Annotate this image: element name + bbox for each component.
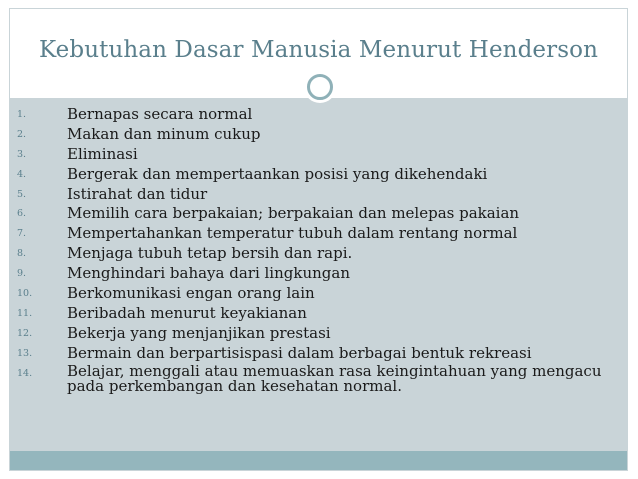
- slide: [9, 8, 628, 471]
- needs-list: [10, 105, 627, 395]
- list-number: 2.: [17, 128, 27, 140]
- ring-icon: [307, 74, 333, 100]
- list-text: Beribadah menurut keyakianan: [67, 303, 307, 322]
- list-text: Berkomunikasi engan orang lain: [67, 284, 315, 303]
- list-item: [10, 185, 627, 205]
- list-item: [10, 105, 627, 125]
- footer-band: [10, 451, 627, 470]
- list-text: Menghindari bahaya dari lingkungan: [67, 264, 350, 283]
- list-number: 10.: [17, 288, 33, 300]
- list-number: 11.: [17, 307, 33, 319]
- list-text: Menjaga tubuh tetap bersih dan rapi.: [67, 244, 353, 263]
- list-number: 5.: [17, 188, 27, 200]
- list-number: 3.: [17, 148, 27, 160]
- list-text: Eliminasi: [67, 144, 138, 163]
- list-item: [10, 304, 627, 324]
- list-number: 13.: [17, 347, 33, 359]
- list-text: Belajar, menggali atau memuaskan rasa keingintahuan yang mengacu pada perkembangan dan kesehatan normal.: [67, 361, 602, 395]
- list-text: Bermain dan berpartisispasi dalam berbagai bentuk rekreasi: [67, 343, 532, 362]
- list-number: 7.: [17, 228, 27, 240]
- list-number: 12.: [17, 327, 33, 339]
- list-item: [10, 264, 627, 284]
- list-text: Memilih cara berpakaian; berpakaian dan melepas pakaian: [67, 204, 520, 223]
- list-text: Mempertahankan temperatur tubuh dalam rentang normal: [67, 224, 518, 243]
- list-text: Bernapas secara normal: [67, 105, 253, 123]
- list-number: 8.: [17, 248, 27, 260]
- list-item: [10, 324, 627, 344]
- list-number: 4.: [17, 168, 27, 180]
- list-text: Bekerja yang menjanjikan prestasi: [67, 323, 331, 342]
- list-item: [10, 165, 627, 185]
- list-text: Istirahat dan tidur: [67, 184, 208, 203]
- list-item: [10, 125, 627, 145]
- list-text: Makan dan minum cukup: [67, 124, 261, 143]
- list-item: [10, 244, 627, 264]
- list-item: [10, 145, 627, 165]
- list-item: [10, 204, 627, 224]
- list-text: Bergerak dan mempertaankan posisi yang dikehendaki: [67, 164, 488, 183]
- list-number: 9.: [17, 268, 27, 280]
- list-item: [10, 344, 627, 364]
- list-item: [10, 361, 627, 395]
- list-number: 14.: [17, 367, 33, 379]
- slide-title: Kebutuhan Dasar Manusia Menurut Henderson: [39, 37, 598, 63]
- list-number: 6.: [17, 208, 27, 220]
- list-number: 1.: [17, 109, 27, 120]
- list-item: [10, 224, 627, 244]
- list-item: [10, 284, 627, 304]
